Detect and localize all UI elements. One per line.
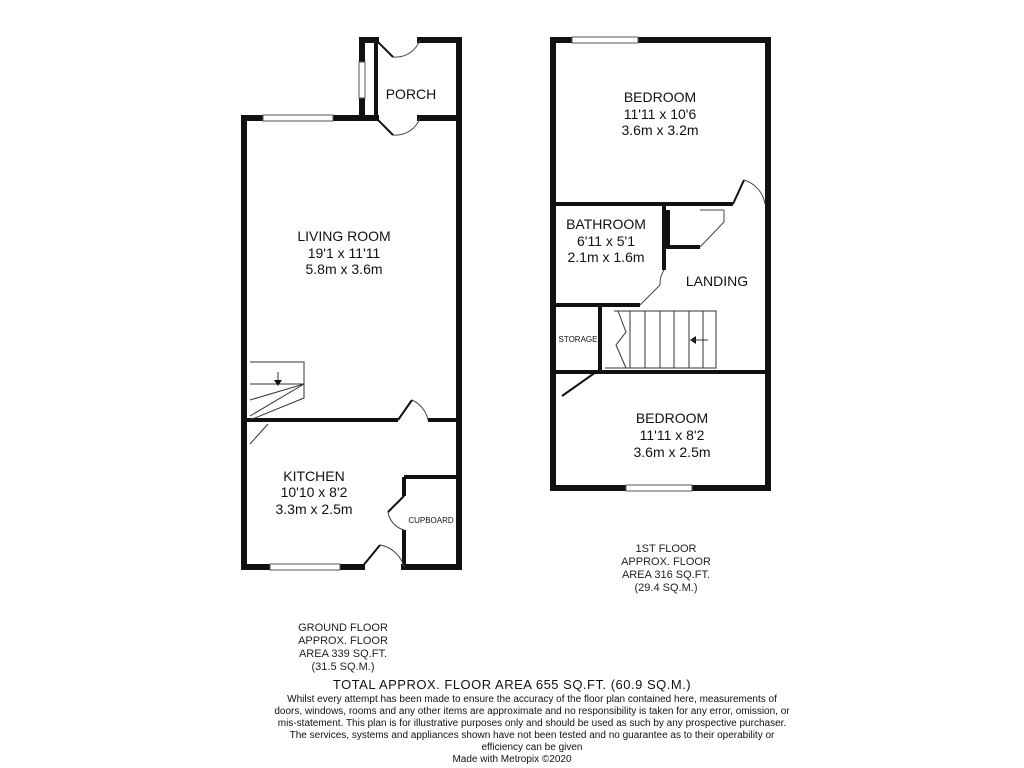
- bedroom2-imperial: 11'11 x 8'2: [639, 427, 705, 443]
- storage-door: [562, 372, 596, 396]
- bedroom2-window: [626, 485, 692, 491]
- first-floor-stairs: [605, 311, 716, 368]
- first-floor-area-line-1: 1ST FLOOR: [635, 543, 697, 555]
- made-with-credit: Made with Metropix ©2020: [452, 754, 572, 765]
- kitchen-metric: 3.3m x 2.5m: [275, 501, 353, 517]
- kitchen-door-swing: [412, 400, 428, 420]
- kitchen-window: [270, 564, 340, 570]
- landing-cupboard-door: [700, 210, 724, 247]
- cupboard-door-leaf: [388, 496, 404, 512]
- bathroom-metric: 2.1m x 1.6m: [567, 249, 645, 265]
- living-room-window: [263, 115, 333, 121]
- bedroom1-door-swing: [744, 180, 765, 204]
- bathroom-door: [640, 270, 664, 305]
- bathroom-label: BATHROOM: [566, 216, 646, 232]
- kitchen-stair-line: [250, 424, 268, 444]
- kitchen-door-leaf: [398, 400, 412, 420]
- ground-floor-area-line-3: AREA 339 SQ.FT.: [298, 648, 388, 660]
- disclaimer-text: Whilst every attempt has been made to ensure the accuracy of the floor plan contained here, measurements of doors, windows, rooms and any other items are approximate and no responsibility is taken for any error, omission, or mis-statement. This plan is for illustrative purposes only and should be used as such by any prospective purchaser. The services, systems and appliances shown have not been tested and no guarantee as to their operability or efficiency can be given: [274, 694, 790, 753]
- porch-inner-door-leaf: [376, 118, 393, 135]
- ground-floor-plan: [244, 40, 459, 673]
- first-floor-area-line-2: APPROX. FLOOR: [621, 556, 711, 568]
- back-door-leaf: [362, 545, 380, 567]
- bedroom1-window: [572, 37, 638, 43]
- living-room-imperial: 19'1 x 11'11: [307, 245, 381, 261]
- landing-label: LANDING: [685, 273, 749, 289]
- bedroom1-label: BEDROOM: [623, 89, 697, 105]
- first-floor-area-line-3: AREA 316 SQ.FT.: [621, 569, 711, 581]
- porch-label: PORCH: [385, 86, 437, 102]
- bathroom-imperial: 6'11 x 5'1: [576, 233, 636, 249]
- porch-inner-door-swing: [393, 118, 420, 135]
- cupboard-door-swing: [388, 512, 404, 530]
- ground-floor-area-line-2: APPROX. FLOOR: [298, 635, 388, 647]
- living-room-metric: 5.8m x 3.6m: [305, 261, 383, 277]
- bedroom1-door-leaf: [733, 180, 744, 204]
- kitchen-label: KITCHEN: [283, 468, 345, 484]
- first-floor-plan: [553, 37, 768, 594]
- landing-cupboard-wall: [668, 210, 700, 247]
- porch-door-swing: [393, 40, 420, 57]
- bedroom2-metric: 3.6m x 2.5m: [633, 444, 711, 460]
- first-floor-area-line-4: (29.4 SQ.M.): [634, 582, 698, 594]
- ground-floor-stairs: [250, 362, 304, 420]
- porch-door-leaf: [376, 40, 393, 57]
- bedroom1-metric: 3.6m x 3.2m: [621, 122, 699, 138]
- cupboard-label: CUPBOARD: [408, 516, 454, 525]
- ground-floor-area-line-4: (31.5 SQ.M.): [311, 661, 375, 673]
- bedroom2-label: BEDROOM: [635, 410, 709, 426]
- porch-window: [359, 62, 365, 98]
- stair-arrow-icon: [274, 380, 282, 386]
- ground-floor-area-line-1: GROUND FLOOR: [298, 622, 388, 634]
- kitchen-imperial: 10'10 x 8'2: [280, 484, 348, 500]
- living-room-label: LIVING ROOM: [297, 228, 391, 244]
- total-floor-area: TOTAL APPROX. FLOOR AREA 655 SQ.FT. (60.9 SQ.M.): [332, 677, 692, 692]
- back-door-swing: [380, 545, 404, 567]
- bedroom1-imperial: 11'11 x 10'6: [623, 106, 697, 122]
- storage-label: STORAGE: [558, 335, 598, 344]
